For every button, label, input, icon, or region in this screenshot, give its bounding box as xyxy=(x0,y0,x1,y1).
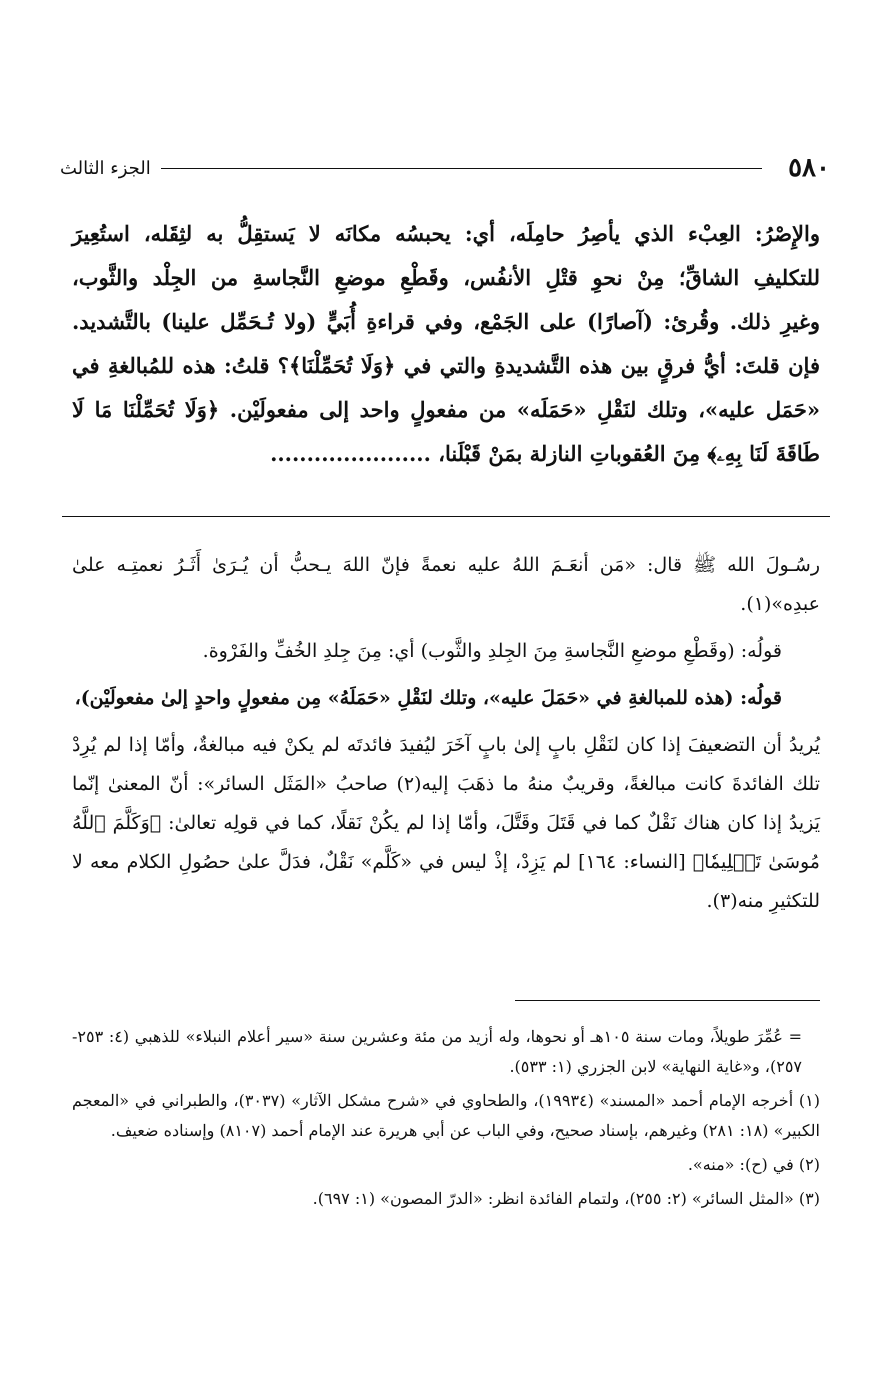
header-rule xyxy=(161,168,762,169)
main-text-line: والإِصْرُ: العِبْء الذي يأصِرُ حامِلَه، أي: يحبسُه مكانَه لا يَستقِلُّ به لثِقَله، استُعِيرَ xyxy=(72,221,820,246)
page-header xyxy=(60,148,830,188)
commentary-paragraph: قولُه: (وقَطْعِ موضعِ النَّجاسةِ مِنَ الجِلدِ والثَّوب) أي: مِنَ جِلدِ الخُفِّ والفَرْوة. xyxy=(202,640,782,662)
footnotes xyxy=(72,1022,820,1218)
page-number: ٥٨٠ xyxy=(788,153,830,183)
footnote-3: (٣) «المثل السائر» (٢: ٢٥٥)، ولتمام الفائدة انظر: «الدرّ المصون» (١: ٦٩٧). xyxy=(312,1189,820,1208)
text-separator-rule xyxy=(62,516,830,517)
part-label: الجزء الثالث xyxy=(60,157,151,179)
main-text-line: للتكليفِ الشاقِّ؛ مِنْ نحوِ قتْلِ الأنفُس، وقَطْعِ موضعِ النَّجاسةِ من الجِلْد والثَّوب، xyxy=(72,265,820,290)
main-text-line: فإن قلتَ: أيُّ فرقٍ بين هذه التَّشديدةِ والتي في ﴿وَلَا تُحَمِّلْنَا﴾؟ قلتُ: هذه للمُبالغةِ في xyxy=(72,353,820,378)
footnote-continuation: = عُمِّرَ طويلاً، ومات سنة ١٠٥هـ أو نحوها، وله أزيد من مئة وعشرين سنة «سير أعلام النبلاء» للذهبي (٤: ٢٥٣- ٢٥٧)، و«غاية النهاية» لابن الجزري (١: ٥٣٣). xyxy=(72,1027,803,1076)
main-text-line: طَاقَةَ لَنَا بِهِۦ﴾ مِنَ العُقوباتِ النازلة بمَنْ قَبْلَنا، ...................... xyxy=(270,441,820,466)
main-text-line: «حَمَل عليه»، وتلك لنَقْلِ «حَمَلَه» من مفعولٍ واحد إلى مفعولَيْن. ﴿وَلَا تُحَمِّلْنَا مَا لَا xyxy=(72,397,820,422)
commentary-paragraph: يُريدُ أن التضعيفَ إذا كان لنَقْلِ بابٍ إلىٰ بابٍ آخَرَ ليُفيدَ فائدتَه لم يكنْ فيه مبالغةٌ، وأمّا إذا لم يُرِدْ تلك الفائدةَ كانت مبالغةً، وقريبٌ منهُ ما ذهَبَ إليه(٢) صاحبُ «المَثَل السائر»: أنّ المعنىٰ إنّما يَزيدُ إذا كان هناك نَقْلٌ كما في قَتَلَ وقَتَّلَ، وأمّا إذا لم يكُنْ نَقلًا، كما في قولِه تعالىٰ: ﴿وَكَلَّمَ ٱللَّهُ مُوسَىٰ تَكۡلِيمٗا﴾ [النساء: ١٦٤] لم يَزِدْ، إذْ ليس في «كَلَّم» نَقْلٌ، فدَلَّ علىٰ حصُولِ الكلام معه لا للتكثيرِ منه(٣). xyxy=(72,734,820,912)
footnote-rule xyxy=(515,1000,820,1001)
main-text xyxy=(72,212,820,476)
commentary xyxy=(72,546,820,929)
commentary-quote: قولُه: (هذه للمبالغةِ في «حَمَلَ عليه»، وتلك لنَقْلِ «حَمَلَهُ» مِن مفعولٍ واحدٍ إلىٰ مفعولَيْن)، xyxy=(74,687,782,709)
main-text-line: وغيرِ ذلك. وقُرئ: (آصارًا) على الجَمْع، وفي قراءةِ أُبَيٍّ (ولا تُـحَمِّل علينا) بالتَّشديد. xyxy=(72,309,820,334)
footnote-2: (٢) في (ح): «منه». xyxy=(687,1155,820,1174)
footnote-1: (١) أخرجه الإمام أحمد «المسند» (١٩٩٣٤)، والطحاوي في «شرح مشكل الآثار» (٣٠٣٧)، والطبراني في «المعجم الكبير» (١٨: ٢٨١) وغيرهم، بإسناد صحيح، وفي الباب عن أبي هريرة عند الإمام أحمد (٨١٠٧) وإسناده ضعيف. xyxy=(72,1091,820,1140)
commentary-paragraph: رسُـولَ الله ﷺ قال: «مَن أنعَـمَ اللهُ عليه نعمةً فإنّ اللهَ يـحبُّ أن يُـرَىٰ أَثَـرُ نعمتِـه علىٰ عبدِه»(١). xyxy=(72,554,820,615)
